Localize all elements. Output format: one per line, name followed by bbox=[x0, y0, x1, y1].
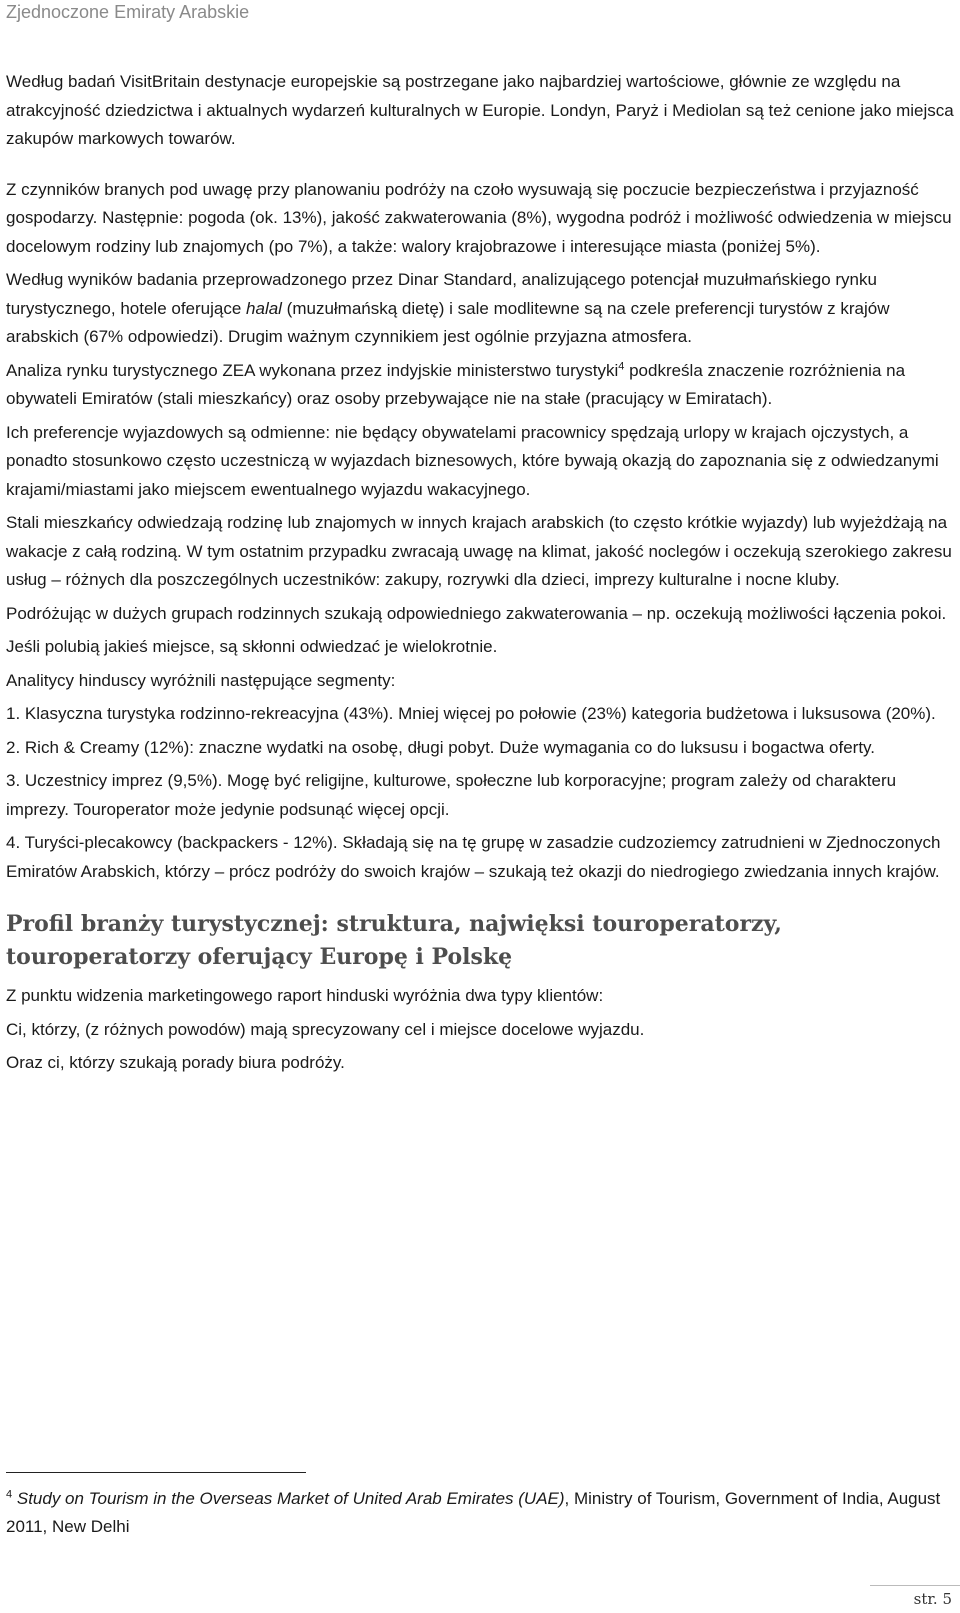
paragraph-residents: Stali mieszkańcy odwiedzają rodzinę lub znajomych w innych krajach arabskich (to często krótkie wyjazdy) lub wyjeżdżają na wakacje z całą rodziną. W tym ostatnim przypadku zwracają uwagę na klimat, jakość noclegów i oczekują szerokiego zakresu usług – różnych dla poszczególnych uczestników: zakupy, rozrywki dla dzieci, imprezy kulturalne i nocne kluby. bbox=[6, 513, 952, 589]
text-span: podkreśla znaczenie rozróżnienia na obywateli Emiratów (stali mieszkańcy) oraz osoby przebywające nie na stałe (pracujący w Emiratach). bbox=[6, 360, 906, 408]
paragraph-client-types: Z punktu widzenia marketingowego raport hinduski wyróżnia dwa typy klientów: bbox=[6, 986, 604, 1005]
footnote-title: Study on Tourism in the Overseas Market of United Arab Emirates (UAE) bbox=[16, 1489, 565, 1508]
list-item-segment-1: 1. Klasyczna turystyka rodzinno-rekreacyjna (43%). Mniej więcej po połowie (23%) kategoria budżetowa i luksusowa (20%). bbox=[6, 704, 936, 723]
paragraph-segments-intro: Analitycy hinduscy wyróżnili następujące segmenty: bbox=[6, 670, 396, 690]
paragraph-factors: Z czynników branych pod uwagę przy planowaniu podróży na czoło wysuwają się poczucie bezpieczeństwa i przyjazność gospodarzy. Następnie: pogoda (ok. 13%), jakość zakwaterowania (8%), wygodna podróż i możliwość odwiedzenia w miejscu docelowym rodziny lub znajomych (po 7%), a także: walory krajobrazowe i interesujące miasta (poniżej 5%). bbox=[6, 179, 952, 256]
footnote-separator bbox=[6, 1472, 306, 1473]
footnote-reference[interactable]: 4 bbox=[618, 359, 625, 372]
section-heading: Profil branży turystycznej: struktura, najwięksi touroperatorzy, touroperatorzy oferujący Europę i Polskę bbox=[6, 911, 782, 970]
text-span: Analiza rynku turystycznego ZEA wykonana przez indyjskie ministerstwo turystyki bbox=[6, 360, 619, 380]
list-item-segment-2: 2. Rich & Creamy (12%): znaczne wydatki na osobę, długi pobyt. Duże wymagania co do luksusu i bogactwa oferty. bbox=[6, 737, 876, 757]
paragraph-visitbritain: Według badań VisitBritain destynacje europejskie są postrzegane jako najbardziej wartościowe, głównie ze względu na atrakcyjność dziedzictwa i aktualnych wydarzeń kulturalnych w Europie. Londyn, Paryż i Mediolan są też cenione jako miejsca zakupów markowych towarów. bbox=[6, 72, 954, 148]
paragraph-repeat-visits: Jeśli polubią jakieś miejsce, są skłonni odwiedzać je wielokrotnie. bbox=[6, 637, 498, 656]
paragraph-preferences: Ich preferencje wyjazdowych są odmienne: nie będący obywatelami pracownicy spędzają urlopy w krajach ojczystych, a ponadto stosunkowo często uczestniczą w wyjazdach biznesowych, które bywają okazją do zapoznania się z odwiedzanymi krajami/miastami jako miejscem ewentualnego wyjazdu wakacyjnego. bbox=[6, 422, 939, 499]
footnote bbox=[6, 1485, 954, 1541]
page-number-rule bbox=[870, 1585, 960, 1586]
paragraph-client-type-1: Ci, którzy, (z różnych powodów) mają sprecyzowany cel i miejsce docelowe wyjazdu. bbox=[6, 1019, 645, 1039]
main-content bbox=[6, 68, 954, 1083]
footnote-details: , Ministry of Tourism, Government of India, August 2011, New Delhi bbox=[6, 1489, 941, 1536]
paragraph-groups: Podróżując w dużych grupach rodzinnych szukają odpowiedniego zakwaterowania – np. oczekują możliwości łączenia pokoi. bbox=[6, 603, 947, 623]
running-header: Zjednoczone Emiraty Arabskie bbox=[6, 2, 250, 22]
paragraph-client-type-2: Oraz ci, którzy szukają porady biura podróży. bbox=[6, 1053, 345, 1072]
footnote-number: 4 bbox=[6, 1488, 13, 1501]
text-span: Według wyników badania przeprowadzonego przez Dinar Standard, analizującego potencjał muzułmańskiego rynku turystycznego, hotele oferujące bbox=[6, 270, 877, 318]
paragraph-dinar-standard bbox=[6, 266, 954, 352]
list-item-segment-3: 3. Uczestnicy imprez (9,5%). Mogę być religijne, kulturowe, społeczne lub korporacyjne; program zależy od charakteru imprezy. Touroperator może jedynie podsunąć więcej opcji. bbox=[6, 771, 897, 819]
italic-term: halal bbox=[246, 298, 282, 318]
page-number: str. 5 bbox=[913, 1590, 952, 1608]
paragraph-zea-analysis bbox=[6, 357, 954, 414]
list-item-segment-4: 4. Turyści-plecakowcy (backpackers - 12%). Składają się na tę grupę w zasadzie cudzoziemcy zatrudnieni w Zjednoczonych Emiratów Arabskich, którzy – prócz podróży do swoich krajów – szukają też okazji do niedrogiego zwiedzania innych krajów. bbox=[6, 833, 941, 881]
text-span: (muzułmańską dietę) i sale modlitewne są na czele preferencji turystów z krajów arabskich (67% odpowiedzi). Drugim ważnym czynnikiem jest ogólnie przyjazna atmosfera. bbox=[6, 298, 890, 346]
